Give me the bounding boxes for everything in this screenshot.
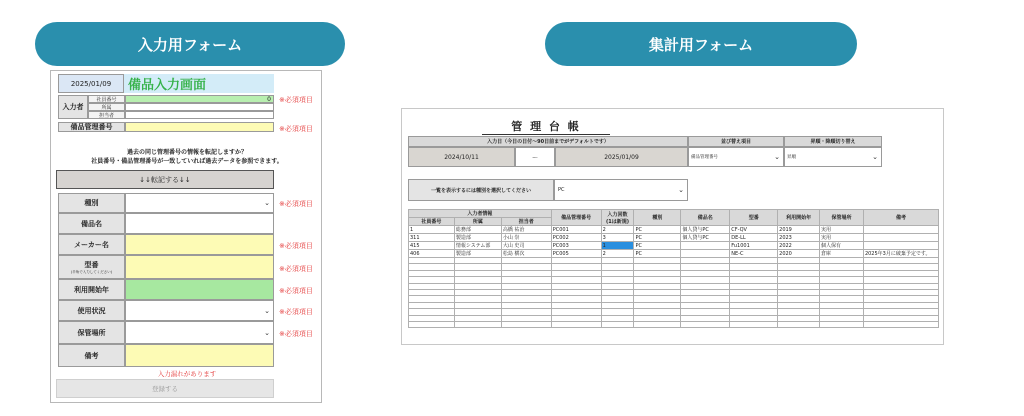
cell-person: 松島 横次 bbox=[501, 250, 551, 258]
cell-storage: 個人保有 bbox=[820, 242, 864, 250]
cell-year: 2023 bbox=[778, 234, 820, 242]
start-year-label: 利用開始年 bbox=[58, 279, 125, 300]
model-input[interactable] bbox=[125, 255, 274, 279]
cell-note bbox=[863, 234, 938, 242]
type-label: 種別 bbox=[58, 193, 125, 213]
cell-person: 小山 崇 bbox=[501, 234, 551, 242]
empty-cell bbox=[409, 321, 455, 327]
empty-cell bbox=[730, 321, 778, 327]
cell-count: 1 bbox=[601, 242, 634, 250]
col-person: 担当者 bbox=[501, 218, 551, 226]
cell-model: Fu1001 bbox=[730, 242, 778, 250]
transfer-hint: 社員番号・備品管理番号が一致していれば過去データを参照できます。 bbox=[91, 158, 283, 165]
cell-name bbox=[681, 242, 730, 250]
start-year-input[interactable] bbox=[125, 279, 274, 300]
cell-model: NE-C bbox=[730, 250, 778, 258]
cell-type: PC bbox=[634, 234, 681, 242]
empty-cell bbox=[601, 321, 634, 327]
cell-note: 2025年3月に破棄予定です。 bbox=[863, 250, 938, 258]
item-name-label: 備品名 bbox=[58, 213, 125, 234]
input-form-pill: 入力用フォーム bbox=[35, 22, 345, 66]
chevron-down-icon: ⌄ bbox=[678, 186, 684, 194]
cell-dept: 情報システム部 bbox=[454, 242, 501, 250]
summary-form-pill: 集計用フォーム bbox=[545, 22, 857, 66]
table-row[interactable] bbox=[409, 234, 939, 242]
required-note: ※必須項目 bbox=[279, 308, 313, 316]
date-header: 入力日（今日の日付〜90日前までがデフォルトです） bbox=[408, 136, 688, 147]
status-label: 使用状況 bbox=[58, 300, 125, 321]
cell-name: 個人貸与PC bbox=[681, 234, 730, 242]
required-note: ※必須項目 bbox=[279, 96, 313, 104]
col-storage: 保管場所 bbox=[820, 210, 864, 226]
employee-no-input[interactable]: 0 bbox=[125, 95, 274, 103]
required-note: ※必須項目 bbox=[279, 287, 313, 295]
chevron-down-icon: ⌄ bbox=[264, 199, 270, 207]
order-select[interactable] bbox=[784, 147, 882, 167]
cell-storage: 実用 bbox=[820, 234, 864, 242]
cell-asset: PC005 bbox=[551, 250, 601, 258]
date-range-tilde: 〜 bbox=[515, 147, 555, 167]
col-start-year: 利用開始年 bbox=[778, 210, 820, 226]
cell-emp: 415 bbox=[409, 242, 455, 250]
col-type: 種別 bbox=[634, 210, 681, 226]
item-name-input[interactable] bbox=[125, 213, 274, 234]
model-sublabel: (半角で入力してください) bbox=[70, 269, 113, 274]
chevron-down-icon: ⌄ bbox=[872, 153, 878, 161]
cell-count: 2 bbox=[601, 250, 634, 258]
col-item-name: 備品名 bbox=[681, 210, 730, 226]
cell-note bbox=[863, 242, 938, 250]
cell-dept: 総務部 bbox=[454, 226, 501, 234]
empty-cell bbox=[863, 321, 938, 327]
chevron-down-icon: ⌄ bbox=[264, 328, 270, 337]
cell-asset: PC002 bbox=[551, 234, 601, 242]
filter-value: PC bbox=[558, 187, 565, 193]
status-select[interactable] bbox=[125, 300, 274, 321]
cell-person: 大山 史司 bbox=[501, 242, 551, 250]
cell-count: 2 bbox=[601, 226, 634, 234]
model-label-cell bbox=[58, 255, 125, 279]
missing-input-message: 入力漏れがあります bbox=[157, 370, 217, 378]
storage-select[interactable] bbox=[125, 321, 274, 344]
sort-value: 備品管理番号 bbox=[691, 155, 718, 160]
table-row[interactable] bbox=[409, 250, 939, 258]
filter-select[interactable] bbox=[554, 179, 688, 201]
cell-year: 2020 bbox=[778, 250, 820, 258]
cell-person: 高橋 祐治 bbox=[501, 226, 551, 234]
order-value: 昇順 bbox=[787, 155, 796, 160]
inputter-label: 入力者 bbox=[58, 95, 88, 119]
cell-model: DE-LL bbox=[730, 234, 778, 242]
person-label: 担当者 bbox=[88, 111, 125, 119]
table-row[interactable] bbox=[409, 242, 939, 250]
required-note: ※必須項目 bbox=[279, 242, 313, 250]
type-select[interactable] bbox=[125, 193, 274, 213]
order-header: 昇順・降順切り替え bbox=[784, 136, 882, 147]
cell-year: 2022 bbox=[778, 242, 820, 250]
cell-name bbox=[681, 250, 730, 258]
col-emp-no: 社員番号 bbox=[409, 218, 455, 226]
empty-cell bbox=[820, 321, 864, 327]
asset-no-label: 備品管理番号 bbox=[58, 122, 125, 132]
cell-asset: PC001 bbox=[551, 226, 601, 234]
maker-input[interactable] bbox=[125, 234, 274, 255]
cell-emp: 1 bbox=[409, 226, 455, 234]
cell-storage: 実用 bbox=[820, 226, 864, 234]
date-to-field[interactable]: 2025/01/09 bbox=[555, 147, 688, 167]
maker-label: メーカー名 bbox=[58, 234, 125, 255]
required-note: ※必須項目 bbox=[279, 265, 313, 273]
date-from-field[interactable]: 2024/10/11 bbox=[408, 147, 515, 167]
note-input[interactable] bbox=[125, 344, 274, 367]
col-input-count-sub: (1は新規) bbox=[606, 218, 630, 225]
cell-emp: 406 bbox=[409, 250, 455, 258]
ledger-title: 管 理 台 帳 bbox=[482, 118, 610, 135]
employee-no-label: 社員番号 bbox=[88, 95, 125, 103]
sort-header: 並び替え項目 bbox=[688, 136, 784, 147]
note-label: 備考 bbox=[58, 344, 125, 367]
empty-cell bbox=[778, 321, 820, 327]
model-label: 型番 bbox=[84, 260, 99, 269]
register-button[interactable]: 登録する bbox=[56, 379, 274, 398]
cell-model: CF-QV bbox=[730, 226, 778, 234]
person-field bbox=[125, 111, 274, 119]
required-note: ※必須項目 bbox=[279, 200, 313, 208]
cell-dept: 製造部 bbox=[454, 234, 501, 242]
empty-cell bbox=[634, 321, 681, 327]
empty-table-row bbox=[409, 321, 939, 327]
filter-label: 一覧を表示するには種別を選択してください bbox=[408, 179, 554, 201]
cell-note bbox=[863, 226, 938, 234]
transfer-button[interactable]: ↓↓転記する↓↓ bbox=[56, 170, 274, 189]
ledger-table bbox=[408, 209, 939, 328]
chevron-down-icon: ⌄ bbox=[264, 306, 270, 315]
date-field[interactable]: 2025/01/09 bbox=[58, 74, 124, 93]
cell-type: PC bbox=[634, 226, 681, 234]
cell-type: PC bbox=[634, 250, 681, 258]
cell-name: 個人貸与PC bbox=[681, 226, 730, 234]
chevron-down-icon: ⌄ bbox=[774, 153, 780, 161]
cell-storage: 倉庫 bbox=[820, 250, 864, 258]
col-dept: 所属 bbox=[454, 218, 501, 226]
empty-cell bbox=[454, 321, 501, 327]
form-title: 備品入力画面 bbox=[124, 74, 274, 93]
empty-cell bbox=[681, 321, 730, 327]
asset-no-input[interactable] bbox=[125, 122, 274, 132]
sort-select[interactable] bbox=[688, 147, 784, 167]
col-asset-no: 備品管理番号 bbox=[551, 210, 601, 226]
department-label: 所属 bbox=[88, 103, 125, 111]
storage-label: 保管場所 bbox=[58, 321, 125, 344]
col-input-count bbox=[601, 210, 634, 226]
required-note: ※必須項目 bbox=[279, 125, 313, 133]
empty-cell bbox=[501, 321, 551, 327]
cell-count: 3 bbox=[601, 234, 634, 242]
cell-year: 2019 bbox=[778, 226, 820, 234]
cell-dept: 製造部 bbox=[454, 250, 501, 258]
col-model: 型番 bbox=[730, 210, 778, 226]
col-note: 備考 bbox=[863, 210, 938, 226]
ledger-panel bbox=[401, 108, 944, 345]
col-input-count-label: 入力回数 bbox=[607, 211, 628, 218]
inputter-group-header: 入力者情報 bbox=[409, 210, 552, 218]
empty-cell bbox=[551, 321, 601, 327]
cell-emp: 311 bbox=[409, 234, 455, 242]
cell-asset: PC003 bbox=[551, 242, 601, 250]
required-note: ※必須項目 bbox=[279, 330, 313, 338]
table-row[interactable] bbox=[409, 226, 939, 234]
cell-type: PC bbox=[634, 242, 681, 250]
transfer-question: 過去の同じ管理番号の情報を転記しますか？ bbox=[126, 149, 247, 156]
department-field bbox=[125, 103, 274, 111]
input-form-panel bbox=[50, 70, 322, 403]
